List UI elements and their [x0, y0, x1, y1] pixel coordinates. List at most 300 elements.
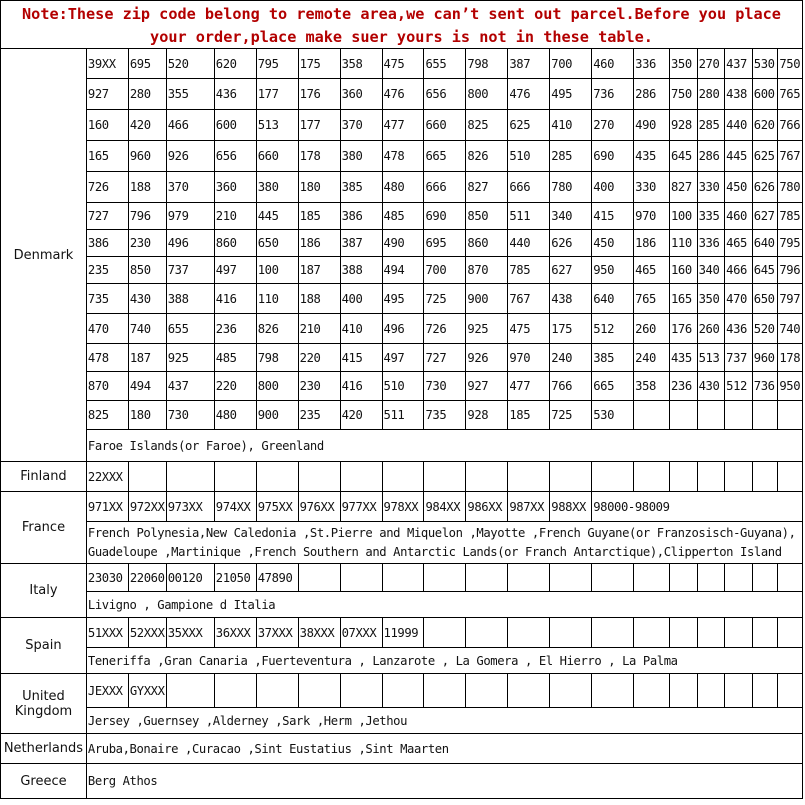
zip-code-cell: 666: [424, 172, 466, 203]
zip-code-cell: 187: [298, 257, 340, 284]
zip-code-cell: 185: [298, 203, 340, 230]
zip-code-cell: 386: [340, 203, 382, 230]
zip-code-cell: [382, 564, 424, 592]
zip-code-cell: 700: [424, 257, 466, 284]
zip-code-cell: 360: [340, 79, 382, 110]
zip-code-cell: 330: [634, 172, 670, 203]
zip-code-cell: 175: [298, 49, 340, 79]
zip-code-cell: 827: [669, 172, 697, 203]
zip-code-cell: 466: [725, 257, 753, 284]
zip-code-cell: 460: [592, 49, 634, 79]
zip-code-cell: 436: [214, 79, 256, 110]
areas-netherlands: Aruba,Bonaire ,Curacao ,Sint Eustatius ,Sint Maarten: [86, 734, 802, 764]
zip-code-cell: 700: [550, 49, 592, 79]
zip-code-cell: 340: [697, 257, 725, 284]
zip-code-cell: 285: [550, 141, 592, 172]
zip-code-cell: 210: [214, 203, 256, 230]
zip-code-cell: 740: [128, 314, 166, 344]
zip-code-cell: 986XX: [466, 492, 508, 522]
zip-code-cell: 785: [778, 203, 803, 230]
zip-code-cell: 976XX: [298, 492, 340, 522]
zip-code-cell: 925: [166, 344, 214, 372]
zip-code-cell: 511: [382, 401, 424, 430]
zip-code-cell: 436: [725, 314, 753, 344]
zip-code-cell: 512: [725, 372, 753, 401]
zip-code-cell: 220: [298, 344, 340, 372]
zip-code-cell: 860: [214, 230, 256, 257]
zip-code-cell: 235: [86, 257, 128, 284]
zip-code-cell: 725: [424, 284, 466, 314]
zip-code-cell: [128, 462, 166, 492]
zip-code-cell: 660: [424, 110, 466, 141]
zip-code-cell: 494: [128, 372, 166, 401]
zip-code-cell: 340: [550, 203, 592, 230]
zip-code-cell: [166, 462, 214, 492]
zip-code-cell: 440: [725, 110, 753, 141]
zip-code-cell: 497: [382, 344, 424, 372]
zip-code-cell: 625: [508, 110, 550, 141]
zip-code-cell: 52XXX: [128, 618, 166, 648]
areas-spain: Teneriffa ,Gran Canaria ,Fuerteventura , Lanzarote , La Gomera , El Hierro , La Palma: [86, 648, 802, 674]
zip-code-cell: 430: [128, 284, 166, 314]
zip-code-cell: 737: [166, 257, 214, 284]
zip-code-cell: 496: [382, 314, 424, 344]
zip-code-cell: 176: [298, 79, 340, 110]
zip-code-cell: 960: [128, 141, 166, 172]
zip-code-cell: 450: [725, 172, 753, 203]
zip-code-cell: 727: [86, 203, 128, 230]
zip-code-cell: [298, 674, 340, 708]
zip-code-cell: [669, 618, 697, 648]
zip-code-cell: 07XXX: [340, 618, 382, 648]
zip-code-cell: 655: [166, 314, 214, 344]
zip-code-cell: 660: [256, 141, 298, 172]
zip-code-cell: 927: [466, 372, 508, 401]
zip-code-cell: 475: [382, 49, 424, 79]
zip-code-cell: 185: [508, 401, 550, 430]
country-name-netherlands: Netherlands: [1, 734, 87, 764]
zip-code-cell: [752, 618, 778, 648]
zip-code-cell: [634, 618, 670, 648]
zip-code-cell: 780: [778, 172, 803, 203]
zip-code-cell: 100: [256, 257, 298, 284]
zip-code-cell: 625: [752, 141, 778, 172]
zip-code-cell: JEXXX: [86, 674, 128, 708]
zip-code-cell: 530: [752, 49, 778, 79]
zip-code-cell: [550, 674, 592, 708]
zip-code-cell: 926: [166, 141, 214, 172]
zip-code-cell: 437: [725, 49, 753, 79]
zip-code-cell: 285: [697, 110, 725, 141]
zip-code-cell: 177: [256, 79, 298, 110]
zip-code-cell: 440: [508, 230, 550, 257]
zip-code-cell: 510: [508, 141, 550, 172]
remote-zip-table: [0, 48, 803, 799]
zip-code-cell: 188: [298, 284, 340, 314]
zip-code-cell: 737: [725, 344, 753, 372]
zip-code-cell: 645: [752, 257, 778, 284]
zip-code-cell: 410: [550, 110, 592, 141]
zip-code-cell: 870: [466, 257, 508, 284]
zip-code-cell: 420: [128, 110, 166, 141]
zip-code-cell: 47890: [256, 564, 298, 592]
zip-code-cell: 665: [592, 372, 634, 401]
zip-code-cell: 926: [466, 344, 508, 372]
zip-code-cell: 736: [592, 79, 634, 110]
zip-code-cell: 358: [340, 49, 382, 79]
zip-code-cell: 740: [778, 314, 803, 344]
zip-code-cell: 476: [508, 79, 550, 110]
zip-code-cell: 270: [592, 110, 634, 141]
zip-code-cell: 928: [669, 110, 697, 141]
zip-code-cell: 330: [697, 172, 725, 203]
zip-code-cell: 230: [298, 372, 340, 401]
zip-code-cell: 180: [128, 401, 166, 430]
zip-code-cell: 971XX: [86, 492, 128, 522]
zip-code-cell: 496: [166, 230, 214, 257]
zip-code-cell: 850: [466, 203, 508, 230]
zip-code-cell: 765: [634, 284, 670, 314]
zip-code-cell: 465: [634, 257, 670, 284]
zip-code-cell: 400: [592, 172, 634, 203]
zip-code-cell: 460: [725, 203, 753, 230]
zip-code-cell: [424, 618, 466, 648]
zip-code-cell: 900: [256, 401, 298, 430]
zip-code-cell: [550, 564, 592, 592]
zip-code-cell: 950: [778, 372, 803, 401]
zip-code-cell: 280: [697, 79, 725, 110]
zip-code-cell: 435: [634, 141, 670, 172]
zip-code-cell: 726: [424, 314, 466, 344]
zip-code-cell: [466, 462, 508, 492]
country-name-united-kingdom: [1, 674, 87, 734]
zip-code-cell: [669, 462, 697, 492]
zip-code-cell: 358: [634, 372, 670, 401]
zip-code-cell: 640: [752, 230, 778, 257]
zip-code-cell: 860: [466, 230, 508, 257]
zip-code-cell: [725, 674, 753, 708]
zip-code-cell: 513: [697, 344, 725, 372]
country-name-italy: Italy: [1, 564, 87, 618]
zip-code-cell: 927: [86, 79, 128, 110]
zip-code-cell: 420: [340, 401, 382, 430]
zip-code-cell: 495: [382, 284, 424, 314]
zip-code-cell: 37XXX: [256, 618, 298, 648]
zip-code-cell: [424, 462, 466, 492]
remote-area-note: [0, 0, 803, 49]
zip-code-cell: [634, 674, 670, 708]
zip-code-cell: 979: [166, 203, 214, 230]
zip-code-cell: 380: [256, 172, 298, 203]
zip-code-cell: 260: [697, 314, 725, 344]
zip-code-cell: 415: [340, 344, 382, 372]
zip-code-cell: 513: [256, 110, 298, 141]
zip-code-cell: [166, 674, 214, 708]
zip-code-cell: 11999: [382, 618, 424, 648]
zip-code-cell: 470: [86, 314, 128, 344]
zip-code-cell: [466, 618, 508, 648]
zip-code-cell: 827: [466, 172, 508, 203]
zip-code-cell: 385: [340, 172, 382, 203]
zip-code-cell: [382, 674, 424, 708]
zip-code-cell: 280: [128, 79, 166, 110]
zip-code-cell: [214, 462, 256, 492]
zip-code-cell: [592, 618, 634, 648]
zip-code-cell: 825: [466, 110, 508, 141]
country-name-finland: Finland: [1, 462, 87, 492]
zip-code-cell: [752, 564, 778, 592]
zip-code-cell: 350: [697, 284, 725, 314]
zip-code-cell: [256, 674, 298, 708]
zip-code-cell: 370: [166, 172, 214, 203]
zip-code-cell: GYXXX: [128, 674, 166, 708]
zip-code-cell: [592, 674, 634, 708]
zip-code-cell: [697, 564, 725, 592]
zip-code-cell: 650: [256, 230, 298, 257]
country-name-greece: Greece: [1, 764, 87, 799]
zip-code-cell: 450: [592, 230, 634, 257]
zip-code-cell: [466, 564, 508, 592]
zip-code-cell: 176: [669, 314, 697, 344]
zip-code-cell: 336: [634, 49, 670, 79]
zip-code-cell: 480: [382, 172, 424, 203]
zip-code-cell: 640: [592, 284, 634, 314]
zip-code-cell: 110: [256, 284, 298, 314]
zip-code-cell: 466: [166, 110, 214, 141]
zip-code-cell: [725, 462, 753, 492]
areas-united-kingdom: Jersey ,Guernsey ,Alderney ,Sark ,Herm ,Jethou: [86, 708, 802, 734]
zip-code-cell: 512: [592, 314, 634, 344]
zip-code-cell: 380: [340, 141, 382, 172]
zip-code-cell: [725, 564, 753, 592]
zip-code-cell: 230: [128, 230, 166, 257]
zip-code-cell: [778, 564, 803, 592]
zip-code-cell: 160: [669, 257, 697, 284]
zip-code-cell: 825: [86, 401, 128, 430]
zip-code-cell: 485: [214, 344, 256, 372]
zip-code-cell: 410: [340, 314, 382, 344]
zip-code-cell: 187: [128, 344, 166, 372]
zip-code-cell: 260: [634, 314, 670, 344]
zip-code-cell: 437: [166, 372, 214, 401]
zip-code-cell: 180: [298, 172, 340, 203]
zip-code-cell: 950: [592, 257, 634, 284]
zip-code-cell: 826: [466, 141, 508, 172]
zip-code-cell: [466, 674, 508, 708]
zip-code-cell: [550, 462, 592, 492]
zip-code-cell: 385: [592, 344, 634, 372]
zip-code-cell: 270: [697, 49, 725, 79]
zip-code-cell: 240: [550, 344, 592, 372]
country-name-spain: Spain: [1, 618, 87, 674]
zip-code-cell: [592, 564, 634, 592]
zip-code-cell: 485: [382, 203, 424, 230]
zip-code-cell: 925: [466, 314, 508, 344]
zip-code-cell: 186: [298, 230, 340, 257]
zip-code-cell: 730: [424, 372, 466, 401]
zip-code-cell: 690: [592, 141, 634, 172]
zip-code-cell: 655: [424, 49, 466, 79]
zip-code-cell: 928: [466, 401, 508, 430]
zip-code-cell: 370: [340, 110, 382, 141]
zip-code-cell: [669, 564, 697, 592]
zip-code-cell: 387: [508, 49, 550, 79]
country-name-line-2: Kingdom: [14, 703, 73, 719]
zip-code-cell: 767: [778, 141, 803, 172]
zip-code-cell: [214, 674, 256, 708]
zip-code-cell: 100: [669, 203, 697, 230]
zip-code-cell: 766: [550, 372, 592, 401]
zip-code-cell: 21050: [214, 564, 256, 592]
zip-code-cell: 475: [508, 314, 550, 344]
zip-code-cell: 730: [166, 401, 214, 430]
zip-code-cell: 165: [86, 141, 128, 172]
zip-code-cell: 360: [214, 172, 256, 203]
zip-code-cell: 797: [778, 284, 803, 314]
zip-code-cell: [752, 674, 778, 708]
zip-code-cell: 650: [752, 284, 778, 314]
zip-code-cell: 210: [298, 314, 340, 344]
zip-code-cell: 520: [166, 49, 214, 79]
zip-code-cell: 530: [592, 401, 634, 430]
zip-code-cell: 978XX: [382, 492, 424, 522]
zip-code-cell: 220: [214, 372, 256, 401]
zip-code-cell: 236: [214, 314, 256, 344]
zip-code-cell: 780: [550, 172, 592, 203]
zip-code-cell: 656: [214, 141, 256, 172]
zip-code-cell: 416: [340, 372, 382, 401]
zip-code-cell: 490: [382, 230, 424, 257]
zip-code-cell: 39XX: [86, 49, 128, 79]
zip-code-cell: 972XX: [128, 492, 166, 522]
zip-code-cell: [508, 564, 550, 592]
zip-code-cell: 627: [550, 257, 592, 284]
zip-code-cell: 35XXX: [166, 618, 214, 648]
zip-code-cell: 520: [752, 314, 778, 344]
zip-code-cell: 386: [86, 230, 128, 257]
zip-code-cell: 165: [669, 284, 697, 314]
zip-code-cell: 240: [634, 344, 670, 372]
zip-code-cell: 175: [550, 314, 592, 344]
zip-code-cell: 186: [634, 230, 670, 257]
zip-code-cell: 727: [424, 344, 466, 372]
zip-code-cell: [697, 462, 725, 492]
zip-code-cell: 415: [592, 203, 634, 230]
zip-code-cell: 00120: [166, 564, 214, 592]
zip-code-cell: 188: [128, 172, 166, 203]
zip-code-cell: 511: [508, 203, 550, 230]
zip-code-cell: 800: [256, 372, 298, 401]
zip-code-cell: 490: [634, 110, 670, 141]
zip-code-cell: [669, 674, 697, 708]
zip-code-cell: 970: [634, 203, 670, 230]
zip-code-cell: 235: [298, 401, 340, 430]
zip-code-cell: 497: [214, 257, 256, 284]
country-name-denmark: Denmark: [1, 49, 87, 462]
zip-code-cell: [382, 462, 424, 492]
zip-code-cell: 430: [697, 372, 725, 401]
zip-code-cell: [592, 462, 634, 492]
zip-code-cell: 800: [466, 79, 508, 110]
zip-code-cell: 600: [752, 79, 778, 110]
zip-code-cell: 286: [634, 79, 670, 110]
zip-code-cell: [752, 462, 778, 492]
zip-code-cell: [634, 564, 670, 592]
zip-code-cell: 620: [752, 110, 778, 141]
zip-code-cell: 435: [669, 344, 697, 372]
zip-code-cell: [550, 618, 592, 648]
areas-greece: Berg Athos: [86, 764, 802, 799]
zip-code-cell: [424, 674, 466, 708]
zip-code-cell: [697, 618, 725, 648]
zip-code-cell: 666: [508, 172, 550, 203]
zip-code-cell: 110: [669, 230, 697, 257]
zip-code-cell: 600: [214, 110, 256, 141]
zip-code-cell: 656: [424, 79, 466, 110]
zip-code-cell: 494: [382, 257, 424, 284]
zip-code-cell: [508, 618, 550, 648]
note-line-2: your order,place make suer yours is not in these table.: [150, 28, 653, 46]
zip-code-cell: 735: [424, 401, 466, 430]
zip-code-cell: 767: [508, 284, 550, 314]
zip-code-cell: 236: [669, 372, 697, 401]
zip-code-cell: [424, 564, 466, 592]
zip-code-cell: [298, 564, 340, 592]
zip-code-cell: 438: [725, 79, 753, 110]
zip-code-cell: [340, 462, 382, 492]
zip-code-cell: 900: [466, 284, 508, 314]
zip-code-cell: [778, 674, 803, 708]
country-name-france: France: [1, 492, 87, 564]
zip-code-cell: 22060: [128, 564, 166, 592]
zip-code-cell: 510: [382, 372, 424, 401]
zip-code-cell: 478: [86, 344, 128, 372]
zip-code-cell: 465: [725, 230, 753, 257]
zip-code-cell: 480: [214, 401, 256, 430]
zip-code-cell: 798: [466, 49, 508, 79]
zip-code-cell: 736: [752, 372, 778, 401]
zip-code-cell: 178: [298, 141, 340, 172]
zip-code-cell: 620: [214, 49, 256, 79]
note-line-1: Note:These zip code belong to remote area,we can’t sent out parcel.Before you place: [22, 5, 781, 23]
zip-code-cell: [634, 462, 670, 492]
zip-code-cell: 335: [697, 203, 725, 230]
zip-code-cell: [669, 401, 697, 430]
zip-code-cell: 796: [128, 203, 166, 230]
zip-code-cell: [298, 462, 340, 492]
zip-code-cell: 725: [550, 401, 592, 430]
zip-code-cell: [340, 564, 382, 592]
zip-code-cell: 350: [669, 49, 697, 79]
zip-code-cell: 160: [86, 110, 128, 141]
zip-code-cell: 470: [725, 284, 753, 314]
zip-code-cell: [256, 462, 298, 492]
zip-code-cell: 975XX: [256, 492, 298, 522]
zip-code-cell: 286: [697, 141, 725, 172]
zip-code-cell: 870: [86, 372, 128, 401]
zip-code-cell: 477: [382, 110, 424, 141]
zip-code-cell: 355: [166, 79, 214, 110]
zip-code-cell: 987XX: [508, 492, 550, 522]
zip-code-cell: [340, 674, 382, 708]
zip-code-cell: 970: [508, 344, 550, 372]
zip-code-cell: 977XX: [340, 492, 382, 522]
zip-code-cell: 690: [424, 203, 466, 230]
zip-code-cell: 984XX: [424, 492, 466, 522]
zip-code-cell: 796: [778, 257, 803, 284]
zip-code-cell: [634, 401, 670, 430]
zip-code-cell: [508, 462, 550, 492]
